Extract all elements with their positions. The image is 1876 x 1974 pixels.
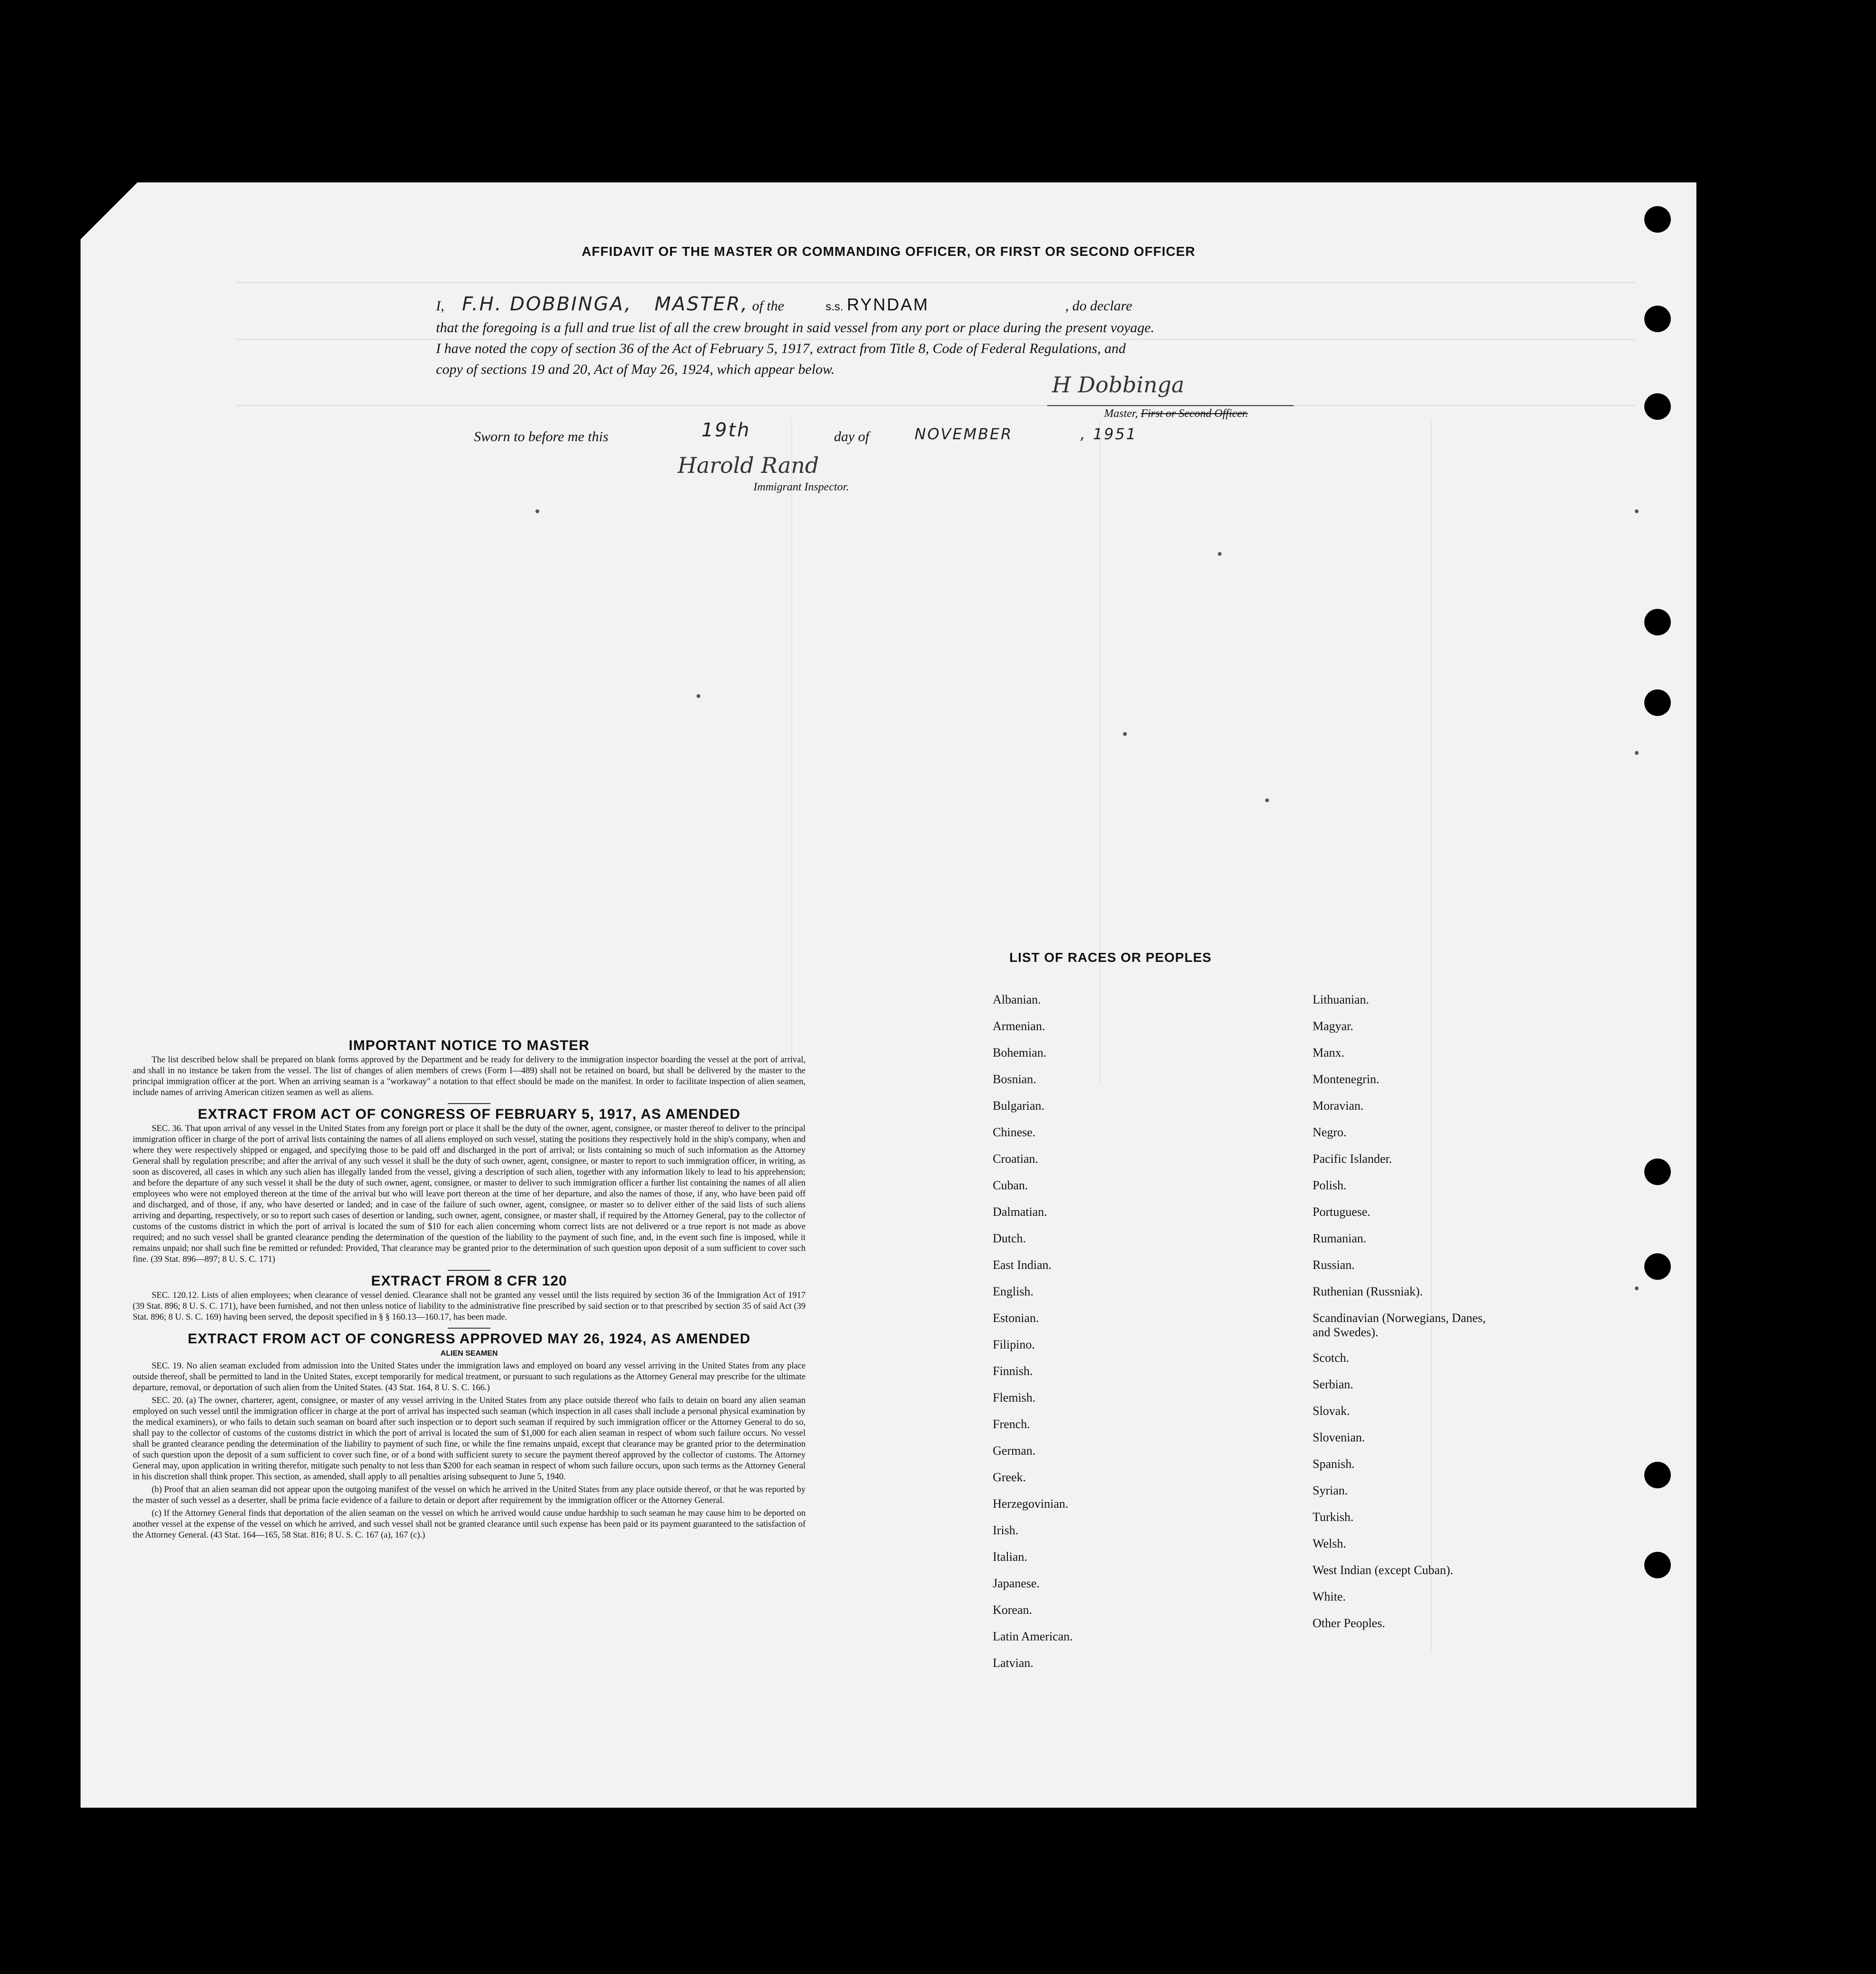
race-item: Dutch. bbox=[993, 1231, 1026, 1245]
race-item: Pacific Islander. bbox=[1313, 1152, 1392, 1166]
sworn-day: 19th bbox=[701, 419, 751, 441]
punch-hole bbox=[1644, 689, 1671, 716]
race-item: Flemish. bbox=[993, 1391, 1036, 1404]
master-name: F.H. DOBBINGA, bbox=[462, 293, 632, 315]
race-item: Ruthenian (Russniak). bbox=[1313, 1285, 1423, 1298]
punch-hole bbox=[1644, 1552, 1671, 1578]
race-item: Russian. bbox=[1313, 1258, 1355, 1272]
affidavit-body bbox=[436, 294, 1303, 380]
race-item: Chinese. bbox=[993, 1125, 1036, 1139]
bleed-through-line bbox=[237, 282, 1635, 283]
race-item: Latin American. bbox=[993, 1630, 1073, 1643]
day-of-text: day of bbox=[834, 429, 870, 444]
race-item: Serbian. bbox=[1313, 1377, 1353, 1391]
race-item: White. bbox=[1313, 1590, 1346, 1603]
extract-1924-sec20b: (b) Proof that an alien seaman did not appear upon the outgoing manifest of the vessel on which he arrived in the United States from any place outside thereof, or that he was reported by the master of such vessel as a deserter, shall be prima facie evidence of a failure to detain or deport after requirement by the immigration officer or the Attorney General. bbox=[133, 1485, 806, 1505]
affidavit-title: AFFIDAVIT OF THE MASTER OR COMMANDING OFFICER, OR FIRST OR SECOND OFFICER bbox=[581, 244, 1196, 259]
bleed-through-mark bbox=[1123, 732, 1127, 736]
notice-title: IMPORTANT NOTICE TO MASTER bbox=[348, 1038, 590, 1053]
race-item: Armenian. bbox=[993, 1019, 1045, 1033]
race-item: Manx. bbox=[1313, 1046, 1345, 1059]
affidavit-line-2: that the foregoing is a full and true list of all the crew brought in said vessel from any port or place during the present voyage. bbox=[436, 320, 1154, 335]
race-item: Magyar. bbox=[1313, 1019, 1353, 1033]
bleed-through-mark bbox=[697, 694, 700, 698]
notice-text: The list described below shall be prepared on blank forms approved by the Department and be ready for delivery to the immigration inspector boarding the vessel at the port of arrival, and shall in no instance be taken from the vessel. The list of changes of alien members of crews (Form I—489) shall not be retained on board, but shall be delivered by the master to the principal immigration officer at the port. When an arriving seaman is a "workaway" a notation to that effect should be made on the manifest. In order to facilitate inspection of alien seamen, include names of arriving American citizen seamen as well as aliens. bbox=[133, 1055, 806, 1097]
punch-hole bbox=[1644, 206, 1671, 233]
extract-1924-subtitle: ALIEN SEAMEN bbox=[440, 1349, 498, 1358]
bleed-through-mark bbox=[1265, 798, 1269, 802]
divider bbox=[448, 1103, 490, 1104]
race-item: Herzegovinian. bbox=[993, 1497, 1069, 1511]
race-item: Turkish. bbox=[1313, 1510, 1354, 1524]
race-item: Montenegrin. bbox=[1313, 1072, 1379, 1086]
sworn-month: NOVEMBER bbox=[915, 425, 1013, 443]
master-signature: H Dobbinga bbox=[1052, 372, 1185, 398]
race-item: Portuguese. bbox=[1313, 1205, 1371, 1219]
master-word: Master, bbox=[1104, 407, 1138, 420]
struck-officer-label: First or Second Officer. bbox=[1141, 407, 1248, 420]
race-item: Cuban. bbox=[993, 1178, 1028, 1192]
punch-hole bbox=[1644, 1253, 1671, 1280]
extract-cfr-text: SEC. 120.12. Lists of alien employees; when clearance of vessel denied. Clearance shall not be granted any vessel until the lists required by section 36 of the Immigration Act of 1917 (39 Stat. 896; 8 U. S. C. 171), have been furnished, and not then unless notice of liability to the administrative fine prescribed by said section or to that prescribed by section 35 of said Act (39 Stat. 896; 8 U. S. C. 169) having been served, the deposit specified in § § 160.13—160.17, has been made. bbox=[133, 1291, 806, 1322]
race-item: Japanese. bbox=[993, 1576, 1040, 1590]
races-title: LIST OF RACES OR PEOPLES bbox=[1009, 950, 1212, 965]
race-item: Spanish. bbox=[1313, 1457, 1355, 1471]
race-item: Greek. bbox=[993, 1470, 1026, 1484]
punch-hole bbox=[1644, 609, 1671, 635]
punch-hole bbox=[1644, 393, 1671, 420]
extract-1924-sec19: SEC. 19. No alien seaman excluded from admission into the United States under the immigration laws and employed on board any vessel arriving in the United States from any place outside thereof, shall be permitted to land in the United States, except temporarily for medical treatment, or pursuant to such regulations as the Attorney General may prescribe for the ultimate departure, removal, or deportation of such alien from the United States. (43 Stat. 164, 8 U. S. C. 166.) bbox=[133, 1361, 806, 1393]
bleed-through-mark bbox=[1635, 509, 1639, 513]
divider bbox=[448, 1328, 490, 1329]
races-list-left bbox=[993, 993, 1073, 1683]
race-item: Finnish. bbox=[993, 1364, 1033, 1378]
race-item: Negro. bbox=[1313, 1125, 1347, 1139]
bleed-through-line bbox=[1099, 419, 1100, 1083]
race-item: Latvian. bbox=[993, 1656, 1033, 1670]
race-item: Welsh. bbox=[1313, 1537, 1346, 1550]
race-item: Bosnian. bbox=[993, 1072, 1036, 1086]
extract-1924-sec20a: SEC. 20. (a) The owner, charterer, agent, consignee, or master of any vessel arriving in the United States from any place outside thereof who fails to detain on board any alien seaman employed on such vessel until the immigration officer in charge at the port of arrival has inspected such seaman (which inspection in all cases shall include a personal physical examination by the medical examiners), or who fails to detain such seaman on board after such inspection or to deport such seaman if required by such immigration officer or the Attorney General to do so, shall pay to the collector of customs of the customs district in which the port of arrival is located the sum of $1,000 for each alien seaman in respect of whom such failure occurs. No vessel shall be granted clearance pending the determination of the liability to payment of such fine, or while the fine remains unpaid, except that clearance may be granted prior to the determination of such question upon the deposit of a sum sufficient to cover such fine, or of a bond with sufficient surety to secure the payment thereof approved by the collector of customs. The Attorney General may, upon application in writing therefor, mitigate such penalty to not less than $200 for each seaman in respect of whom such failure occurs, upon such terms as the Attorney General in his discretion shall think proper. This section, as amended, shall apply to all penalties arising subsequent to June 5, 1940. bbox=[133, 1396, 806, 1482]
bleed-through-line bbox=[791, 419, 792, 1083]
affidavit-line-3: I have noted the copy of section 36 of the Act of February 5, 1917, extract from Title 8, Code of Federal Regulations, and bbox=[436, 341, 1126, 356]
bleed-through-mark bbox=[1218, 552, 1222, 556]
race-item: Polish. bbox=[1313, 1178, 1347, 1192]
divider bbox=[448, 1270, 490, 1271]
sworn-year: , 1951 bbox=[1080, 425, 1137, 443]
race-item: Moravian. bbox=[1313, 1099, 1364, 1113]
race-item: East Indian. bbox=[993, 1258, 1052, 1272]
sworn-text: Sworn to before me this bbox=[474, 429, 608, 444]
race-item: Lithuanian. bbox=[1313, 993, 1369, 1006]
inspector-signature: Harold Rand bbox=[678, 453, 819, 478]
race-item: Bulgarian. bbox=[993, 1099, 1045, 1113]
race-item: Filipino. bbox=[993, 1338, 1035, 1351]
race-item: Irish. bbox=[993, 1523, 1019, 1537]
race-item: Dalmatian. bbox=[993, 1205, 1047, 1219]
do-declare: , do declare bbox=[1065, 298, 1133, 314]
race-item: Estonian. bbox=[993, 1311, 1039, 1325]
race-item: Slovenian. bbox=[1313, 1431, 1365, 1444]
race-item: French. bbox=[993, 1417, 1030, 1431]
race-item: Rumanian. bbox=[1313, 1231, 1367, 1245]
vessel-name: RYNDAM bbox=[847, 295, 929, 314]
document-page bbox=[81, 182, 1696, 1808]
bleed-through-mark bbox=[535, 509, 539, 513]
extract-cfr-title: EXTRACT FROM 8 CFR 120 bbox=[371, 1273, 567, 1289]
race-item: English. bbox=[993, 1285, 1033, 1298]
punch-hole bbox=[1644, 306, 1671, 332]
signature-line bbox=[1047, 405, 1294, 406]
race-item: Syrian. bbox=[1313, 1484, 1348, 1497]
race-item: Croatian. bbox=[993, 1152, 1039, 1166]
affidavit-i: I, bbox=[436, 298, 444, 314]
folded-corner bbox=[81, 182, 137, 239]
extract-1924-title: EXTRACT FROM ACT OF CONGRESS APPROVED MAY 26, 1924, AS AMENDED bbox=[188, 1331, 751, 1347]
affidavit-line-4: copy of sections 19 and 20, Act of May 26, 1924, which appear below. bbox=[436, 362, 835, 377]
race-item: Scotch. bbox=[1313, 1351, 1350, 1365]
affidavit-line-1 bbox=[436, 294, 1303, 317]
extract-1917-text: SEC. 36. That upon arrival of any vessel in the United States from any foreign port or place it shall be the duty of the owner, agent, consignee, or master thereof to deliver to the principal immigration officer in charge of the port of arrival lists containing the names of all aliens employed on such vessel, stating the positions they respectively hold in the ship's company, when and where they were respectively shipped or engaged, and specifying those to be paid off and discharged in the port of arrival; or lists containing so much of such information as the Attorney General shall by regulation prescribe; and after the arrival of any such vessel it shall be the duty of such owner, agent, consignee, or master to report to such immigration officer, in writing, as soon as discovered, all cases in which any such alien has illegally landed from the vessel, giving a description of such alien, together with any information likely to lead to his apprehension; and before the departure of any such vessel it shall be the duty of such owner, agent, consignee, or master to deliver to such immigration officer a further list containing the names of all alien employees who were not employed thereon at the time of the arrival but who will leave port thereon at the time of her departure, and also the names of those, if any, who have been paid off and discharged, and of those, if any, who have deserted or landed; and in case of the failure of such owner, agent, consignee, or master so to deliver either of the said lists of such aliens arriving and departing, respectively, or so to report such cases of desertion or landing, such owner, agent, consignee, or master shall, if required by the Attorney General, pay to the collector of customs of the customs district in which the port of arrival is located the sum of $10 for each alien concerning whom correct lists are not delivered or a true report is not made as above required; and no such vessel shall be granted clearance pending the determination of the question of the liability to the payment of such fine, and, in the event such fine is imposed, while it remains unpaid; nor shall such fine be remitted or refunded: Provided, That clearance may be granted prior to the determination of such question upon deposit of a sum sufficient to cover such fine. (39 Stat. 896—897; 8 U. S. C. 171) bbox=[133, 1124, 806, 1264]
races-list-right bbox=[1313, 993, 1493, 1643]
race-item: Korean. bbox=[993, 1603, 1033, 1617]
bleed-through-line bbox=[237, 405, 1635, 406]
master-label bbox=[1104, 407, 1248, 420]
bleed-through-mark bbox=[1635, 1286, 1639, 1290]
race-item: Bohemian. bbox=[993, 1046, 1047, 1059]
race-item: Other Peoples. bbox=[1313, 1616, 1386, 1630]
race-item: Scandinavian (Norwegians, Danes, and Swedes). bbox=[1313, 1311, 1486, 1339]
race-item: Slovak. bbox=[1313, 1404, 1350, 1418]
master-rank: MASTER, bbox=[654, 293, 749, 315]
extract-1924-sec20c: (c) If the Attorney General finds that deportation of the alien seaman on the vessel on which he arrived would cause undue hardship to such seaman he may cause him to be deported on another vessel at the expense of the vessel on which he arrived, and such vessel shall not be granted clearance until such expense has been paid or its payment guaranteed to the satisfaction of the Attorney General. (43 Stat. 164—165, 58 Stat. 816; 8 U. S. C. 167 (a), 167 (c).) bbox=[133, 1509, 806, 1540]
ss-label: s.s. bbox=[825, 300, 843, 313]
inspector-label: Immigrant Inspector. bbox=[753, 481, 849, 493]
punch-hole bbox=[1644, 1462, 1671, 1488]
of-the: of the bbox=[752, 298, 784, 314]
race-item: Albanian. bbox=[993, 993, 1041, 1006]
race-item: Italian. bbox=[993, 1550, 1027, 1564]
bleed-through-mark bbox=[1635, 751, 1639, 755]
race-item: German. bbox=[993, 1444, 1036, 1458]
extract-1917-title: EXTRACT FROM ACT OF CONGRESS OF FEBRUARY 5, 1917, AS AMENDED bbox=[198, 1106, 741, 1122]
punch-hole bbox=[1644, 1159, 1671, 1185]
notices-column bbox=[133, 1035, 806, 1543]
race-item: West Indian (except Cuban). bbox=[1313, 1563, 1453, 1577]
